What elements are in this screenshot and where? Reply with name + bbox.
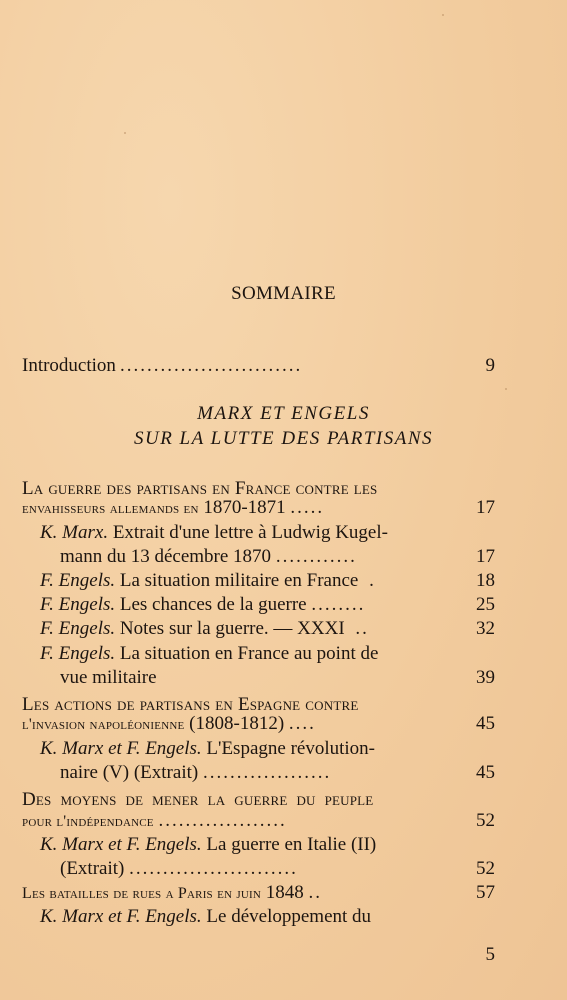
toc-page-number: 18 bbox=[476, 570, 495, 591]
toc-entry-continuation: vue militaire bbox=[60, 667, 157, 688]
section-heading-line: l'invasion napoléonienne (1808-1812) .... bbox=[22, 713, 316, 734]
toc-entry-continuation: mann du 13 décembre 1870 ............ bbox=[60, 546, 357, 567]
toc-entry: F. Engels. Notes sur la guerre. — XXXI .. bbox=[40, 618, 369, 639]
toc-page-number: 52 bbox=[476, 810, 495, 831]
paper-speck bbox=[124, 132, 126, 134]
toc-page-number: 39 bbox=[476, 667, 495, 688]
toc-entry-continuation: (Extrait) ......................... bbox=[60, 858, 298, 879]
toc-page-number: 17 bbox=[476, 546, 495, 567]
section-heading-line: Des moyens de mener la guerre du peuple bbox=[22, 789, 374, 810]
section-heading-line: La guerre des partisans en France contre les bbox=[22, 478, 378, 499]
toc-page-number: 9 bbox=[485, 355, 495, 376]
toc-entry: F. Engels. La situation en France au point de bbox=[40, 643, 379, 664]
toc-entry: K. Marx et F. Engels. La guerre en Italie (II) bbox=[40, 834, 377, 855]
toc-entry-label: Introduction bbox=[22, 355, 116, 376]
toc-page-number: 45 bbox=[476, 762, 495, 783]
toc-page-number: 45 bbox=[476, 713, 495, 734]
entry-title: Extrait d'une lettre à Ludwig Kugel- bbox=[112, 522, 388, 543]
toc-entry: K. Marx et F. Engels. Le développement du bbox=[40, 906, 372, 927]
toc-page-number: 17 bbox=[476, 497, 495, 518]
toc-entry: K. Marx et F. Engels. L'Espagne révolution- bbox=[40, 738, 375, 759]
page-number: 5 bbox=[485, 944, 495, 965]
toc-page-number: 25 bbox=[476, 594, 495, 615]
paper-speck bbox=[505, 388, 507, 390]
leader-dots: ........................... bbox=[119, 355, 303, 376]
toc-page-number: 52 bbox=[476, 858, 495, 879]
toc-entry-introduction bbox=[22, 355, 440, 377]
part-title-line-1: MARX ET ENGELS bbox=[197, 403, 370, 424]
toc-entry: F. Engels. La situation militaire en France . bbox=[40, 570, 374, 591]
section-heading-line: envahisseurs allemands en 1870-1871 ..... bbox=[22, 497, 325, 518]
section-heading-line: Les actions de partisans en Espagne contre bbox=[22, 694, 359, 715]
toc-page-number: 57 bbox=[476, 882, 495, 903]
paper-speck bbox=[442, 14, 444, 16]
entry-author: K. Marx. bbox=[40, 522, 109, 543]
section-heading-line: pour l'indépendance ................... bbox=[22, 810, 287, 831]
toc-entry-continuation: naire (V) (Extrait) ................... bbox=[60, 762, 332, 783]
part-title-line-2: SUR LA LUTTE DES PARTISANS bbox=[133, 428, 434, 449]
toc-page-number: 32 bbox=[476, 618, 495, 639]
toc-entry bbox=[40, 522, 388, 544]
page-title: SOMMAIRE bbox=[231, 283, 336, 304]
toc-entry: F. Engels. Les chances de la guerre ........ bbox=[40, 594, 366, 615]
section-heading-line: Les batailles de rues a Paris en juin 1848 .. bbox=[22, 882, 322, 903]
